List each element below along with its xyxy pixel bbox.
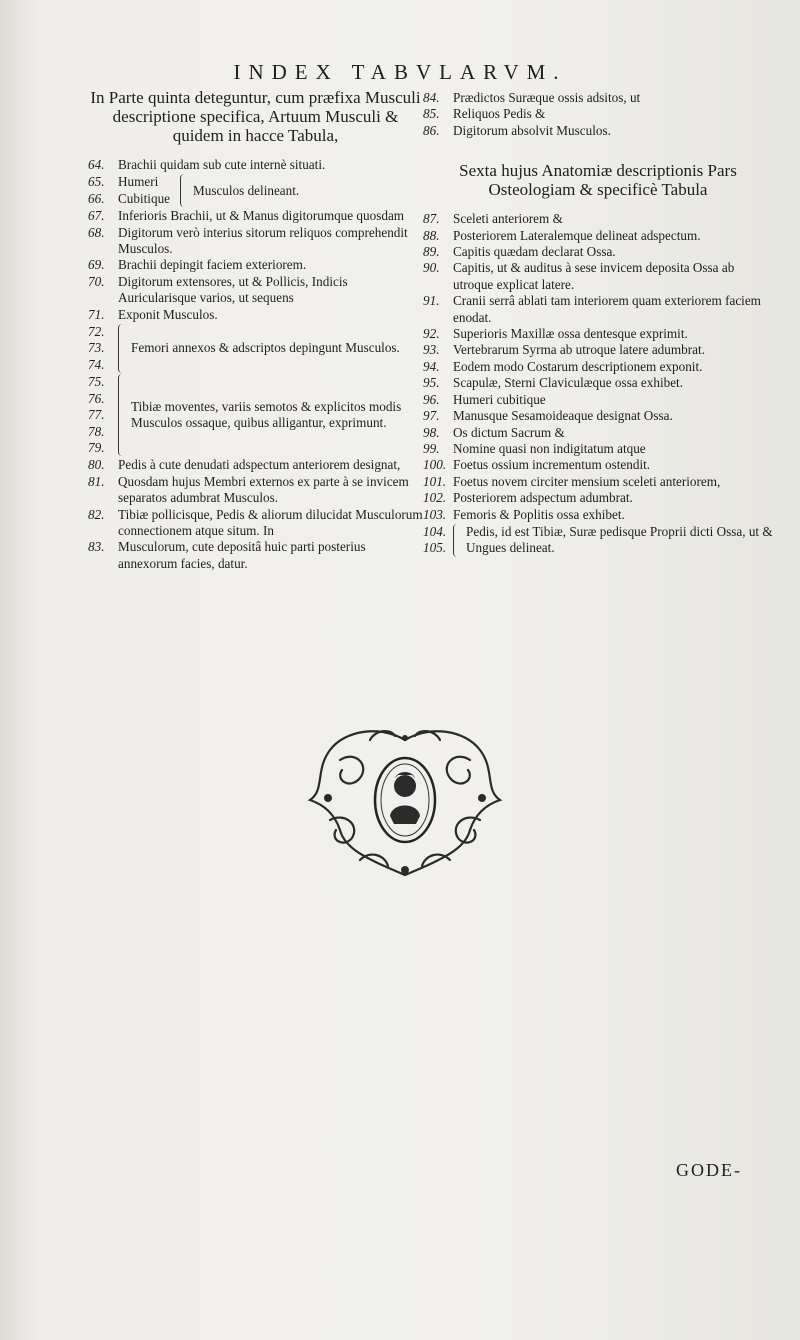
entry-label: Humeri — [118, 174, 159, 190]
list-item — [423, 244, 773, 260]
entry-number: 103. — [423, 506, 447, 522]
entry-text: Humeri cubitique — [453, 391, 546, 407]
entry-text: Cranii serrâ ablati tam interiorem quam exteriorem faciem enodat. — [453, 293, 761, 325]
entry-number: 102. — [423, 490, 447, 506]
entry-number: 86. — [423, 122, 440, 138]
entry-text: Foetus novem circiter mensium sceleti anteriorem, — [453, 473, 721, 489]
entry-text: Exponit Musculos. — [118, 306, 218, 322]
list-item — [88, 208, 423, 224]
entry-number: 87. — [423, 211, 440, 227]
left-entries — [88, 157, 423, 572]
entry-text: Tibiæ pollicisque, Pedis & aliorum dilucidat Musculorum connectionem atque situm. In — [118, 506, 423, 538]
list-item — [423, 228, 773, 244]
entry-text: Os dictum Sacrum & — [453, 424, 565, 440]
list-item — [423, 408, 773, 424]
entry-number: 92. — [423, 326, 440, 342]
entry-number: 85. — [423, 106, 440, 122]
entry-text: Pedis, id est Tibiæ, Suræ pedisque Proprii dicti Ossa, ut & Ungues delineat. — [466, 523, 773, 556]
entry-number: 89. — [423, 244, 440, 260]
bracketed-group — [88, 374, 423, 456]
part-five-heading: In Parte quinta deteguntur, cum præfixa Musculi descriptione specifica, Artuum Musculi & quidem in hacce Tabula, — [90, 88, 421, 145]
brace — [453, 524, 464, 557]
entry-text: Capitis, ut & auditus à sese invicem deposita Ossa ab utroque explicat latere. — [453, 260, 735, 292]
entry-text: Posteriorem adspectum adumbrat. — [453, 490, 633, 506]
entry-text: Femori annexos & adscriptos depingunt Musculos. — [131, 340, 400, 356]
entry-text: Reliquos Pedis & — [453, 106, 546, 122]
entry-number: 68. — [88, 224, 105, 240]
entry-number: 69. — [88, 257, 105, 273]
list-item — [423, 342, 773, 358]
entry-text: Nomine quasi non indigitatum atque — [453, 440, 646, 456]
right-entries — [423, 211, 773, 557]
brace — [118, 374, 129, 456]
entry-number: 91. — [423, 293, 440, 309]
entry-number: 96. — [423, 391, 440, 407]
entry-number: 99. — [423, 440, 440, 456]
entry-text: Tibiæ moventes, variis semotos & explicitos modis Musculos ossaque, quibus alligantur, exprimunt. — [131, 398, 402, 431]
bracketed-group — [88, 324, 423, 373]
entry-number: 81. — [88, 473, 105, 489]
list-item — [423, 441, 773, 457]
entry-number: 82. — [88, 506, 105, 522]
list-item — [423, 457, 773, 473]
entry-text: Foetus ossium incrementum ostendit. — [453, 457, 651, 473]
part-six-heading: Sexta hujus Anatomiæ descriptionis Pars Osteologiam & specificè Tabula — [459, 161, 737, 200]
entry-number: 105. — [423, 540, 447, 556]
list-item — [88, 539, 423, 572]
entry-text: Inferioris Brachii, ut & Manus digitorumque quosdam — [118, 208, 405, 224]
entry-text: Brachii depingit faciem exteriorem. — [118, 257, 307, 273]
entry-number: 70. — [88, 273, 105, 289]
entry-number: 90. — [423, 260, 440, 276]
list-item — [88, 157, 423, 173]
list-item — [423, 359, 773, 375]
entry-text: Prædictos Suræque ossis adsitos, ut — [453, 90, 641, 105]
entry-number: 101. — [423, 473, 447, 489]
list-item — [88, 474, 423, 507]
list-item — [423, 375, 773, 391]
entry-text: Musculorum, cute depositâ huic parti posterius annexorum facies, datur. — [118, 539, 366, 571]
list-item — [88, 307, 423, 323]
entry-text: Superioris Maxillæ ossa dentesque exprimit. — [453, 326, 688, 342]
entry-text: Pedis à cute denudati adspectum anteriorem designat, — [118, 457, 401, 473]
list-item — [423, 490, 773, 506]
entry-number: 83. — [88, 539, 105, 555]
list-item — [423, 392, 773, 408]
page-header: INDEX TABVLARVM. — [233, 60, 567, 84]
entry-number: 79. — [88, 439, 105, 455]
entry-number: 72. — [88, 324, 105, 340]
entry-number: 95. — [423, 375, 440, 391]
entry-number: 84. — [423, 90, 440, 105]
entry-number: 77. — [88, 407, 105, 423]
list-item — [423, 123, 773, 139]
entry-number: 78. — [88, 423, 105, 439]
entry-number: 94. — [423, 358, 440, 374]
entry-number: 64. — [88, 157, 105, 172]
entry-number: 75. — [88, 374, 105, 390]
entry-number: 65. — [88, 174, 105, 190]
entry-text: Digitorum absolvit Musculos. — [453, 122, 611, 138]
entry-number: 97. — [423, 408, 440, 424]
brace — [118, 324, 129, 373]
entry-number: 93. — [423, 342, 440, 358]
entry-number: 100. — [423, 457, 447, 473]
ornament-cartouche-icon — [300, 720, 510, 880]
entry-number: 73. — [88, 340, 105, 356]
list-item — [423, 326, 773, 342]
catchword: GODE- — [676, 1160, 742, 1180]
entry-text: Quosdam hujus Membri externos ex parte à se invicem separatos adumbrat Musculos. — [118, 473, 409, 506]
entry-number: 66. — [88, 190, 105, 206]
entry-number: 67. — [88, 208, 105, 224]
entry-label: Cubitique — [118, 190, 171, 206]
entry-text: Brachii quidam sub cute internè situati. — [118, 157, 326, 172]
entry-text: Femoris & Poplitis ossa exhibet. — [453, 506, 625, 522]
list-item — [423, 474, 773, 490]
list-item — [88, 507, 423, 540]
list-item — [88, 274, 423, 307]
entry-text: Digitorum extensores, ut & Pollicis, Indicis Auricularisque varios, ut sequens — [118, 273, 348, 306]
entry-text: Scapulæ, Sterni Claviculæque ossa exhibet. — [453, 375, 684, 391]
left-column — [88, 88, 423, 572]
entry-number: 88. — [423, 227, 440, 243]
entry-number: 104. — [423, 523, 447, 539]
entry-text: Musculos delineant. — [193, 182, 300, 198]
entry-text: Manusque Sesamoideaque designat Ossa. — [453, 408, 673, 424]
bracketed-group — [423, 524, 773, 557]
entry-number: 74. — [88, 356, 105, 372]
entry-text: Vertebrarum Syrma ab utroque latere adumbrat. — [453, 342, 705, 358]
list-item — [423, 211, 773, 227]
list-item — [423, 425, 773, 441]
list-item — [423, 90, 773, 106]
entry-text: Capitis quædam declarat Ossa. — [453, 244, 616, 260]
bracketed-group — [88, 174, 423, 207]
right-top-entries — [423, 90, 773, 139]
list-item — [88, 225, 423, 258]
brace — [180, 174, 191, 207]
entry-number: 76. — [88, 390, 105, 406]
list-item — [88, 257, 423, 273]
entry-text: Sceleti anteriorem & — [453, 211, 563, 227]
right-column — [423, 90, 773, 558]
list-item — [88, 457, 423, 473]
entry-number: 71. — [88, 306, 105, 322]
entry-text: Posteriorem Lateralemque delineat adspectum. — [453, 227, 701, 243]
entry-text: Digitorum verò interius sitorum reliquos comprehendit Musculos. — [118, 224, 408, 257]
list-item — [423, 293, 773, 326]
list-item — [423, 507, 773, 523]
entry-number: 98. — [423, 424, 440, 440]
list-item — [423, 106, 773, 122]
list-item — [423, 260, 773, 293]
entry-text: Eodem modo Costarum descriptionem exponit. — [453, 358, 703, 374]
entry-number: 80. — [88, 457, 105, 473]
